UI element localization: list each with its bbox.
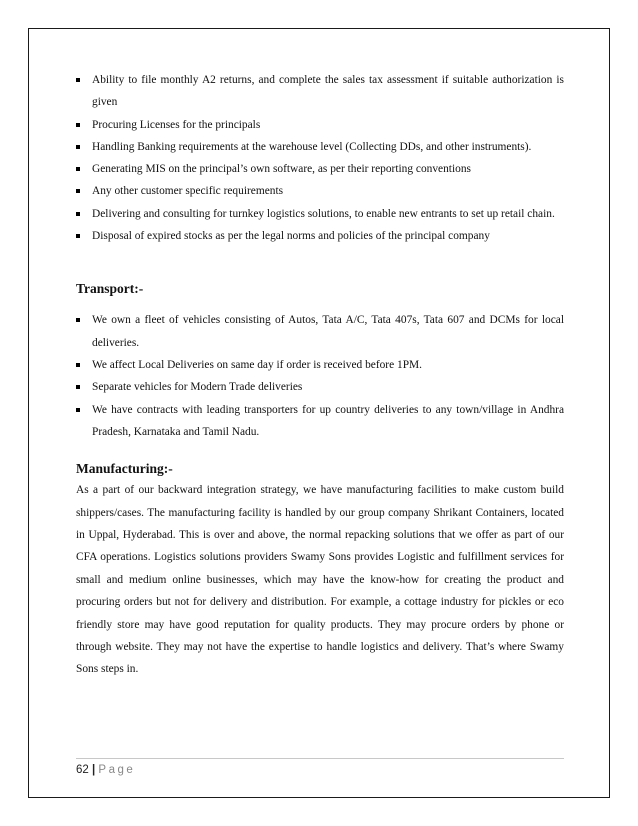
page-label: Page (98, 764, 136, 776)
square-bullet-icon (76, 212, 80, 216)
list-item (76, 114, 564, 136)
transport-heading: Transport:- (76, 281, 144, 297)
list-item (76, 69, 564, 114)
list-item-text: We affect Local Deliveries on same day if order is received before 1PM. (92, 358, 423, 371)
footer-separator: | (92, 764, 96, 776)
list-item (76, 203, 564, 225)
list-item (76, 309, 564, 354)
page-content (76, 69, 564, 681)
list-item-text: Handling Banking requirements at the warehouse level (Collecting DDs, and other instruments). (92, 140, 532, 153)
list-item-text: Generating MIS on the principal’s own software, as per their reporting conventions (92, 163, 471, 176)
responsibilities-list (76, 69, 564, 247)
square-bullet-icon (76, 408, 80, 412)
list-item-text: We have contracts with leading transporters for up country deliveries to any town/village in Andhra Pradesh, Karnataka and Tamil Nadu. (92, 403, 564, 438)
list-item (76, 158, 564, 180)
list-item-text: Disposal of expired stocks as per the legal norms and policies of the principal company (92, 230, 490, 243)
square-bullet-icon (76, 189, 80, 193)
list-item-text: Any other customer specific requirements (92, 185, 284, 198)
list-item (76, 136, 564, 158)
page-number: 62 (76, 764, 89, 776)
list-item (76, 180, 564, 202)
list-item-text: We own a fleet of vehicles consisting of Autos, Tata A/C, Tata 407s, Tata 607 and DCMs for local deliveries. (92, 314, 564, 349)
square-bullet-icon (76, 167, 80, 171)
list-item-text: Separate vehicles for Modern Trade deliveries (92, 381, 303, 394)
list-item (76, 399, 564, 444)
square-bullet-icon (76, 318, 80, 322)
square-bullet-icon (76, 123, 80, 127)
square-bullet-icon (76, 385, 80, 389)
manufacturing-heading: Manufacturing:- (76, 461, 173, 477)
square-bullet-icon (76, 78, 80, 82)
list-item (76, 376, 564, 398)
list-item (76, 225, 564, 247)
page-footer (76, 764, 135, 776)
list-item-text: Delivering and consulting for turnkey logistics solutions, to enable new entrants to set up retail chain. (92, 207, 555, 220)
list-item-text: Ability to file monthly A2 returns, and complete the sales tax assessment if suitable authorization is given (92, 74, 564, 109)
list-item (76, 354, 564, 376)
square-bullet-icon (76, 145, 80, 149)
list-item-text: Procuring Licenses for the principals (92, 118, 261, 131)
square-bullet-icon (76, 363, 80, 367)
square-bullet-icon (76, 234, 80, 238)
manufacturing-paragraph: As a part of our backward integration strategy, we have manufacturing facilities to make custom build shippers/cases. The manufacturing facility is handled by our group company Shrikant Containers, located in Uppal, Hyderabad. This is over and above, the normal repacking solutions that we offer as part of our CFA operations. Logistics solutions providers Swamy Sons provides Logistic and fulfillment services for small and medium online businesses, which may have the know-how for creating the product and procuring orders but not for delivery and distribution. For example, a cottage industry for pickles or eco friendly store may have good reputation for quality products. They may procure orders by phone or through website. They may not have the expertise to handle logistics and delivery. That’s where Swamy Sons steps in. (76, 484, 564, 676)
transport-list (76, 309, 564, 443)
footer-divider (76, 758, 564, 759)
